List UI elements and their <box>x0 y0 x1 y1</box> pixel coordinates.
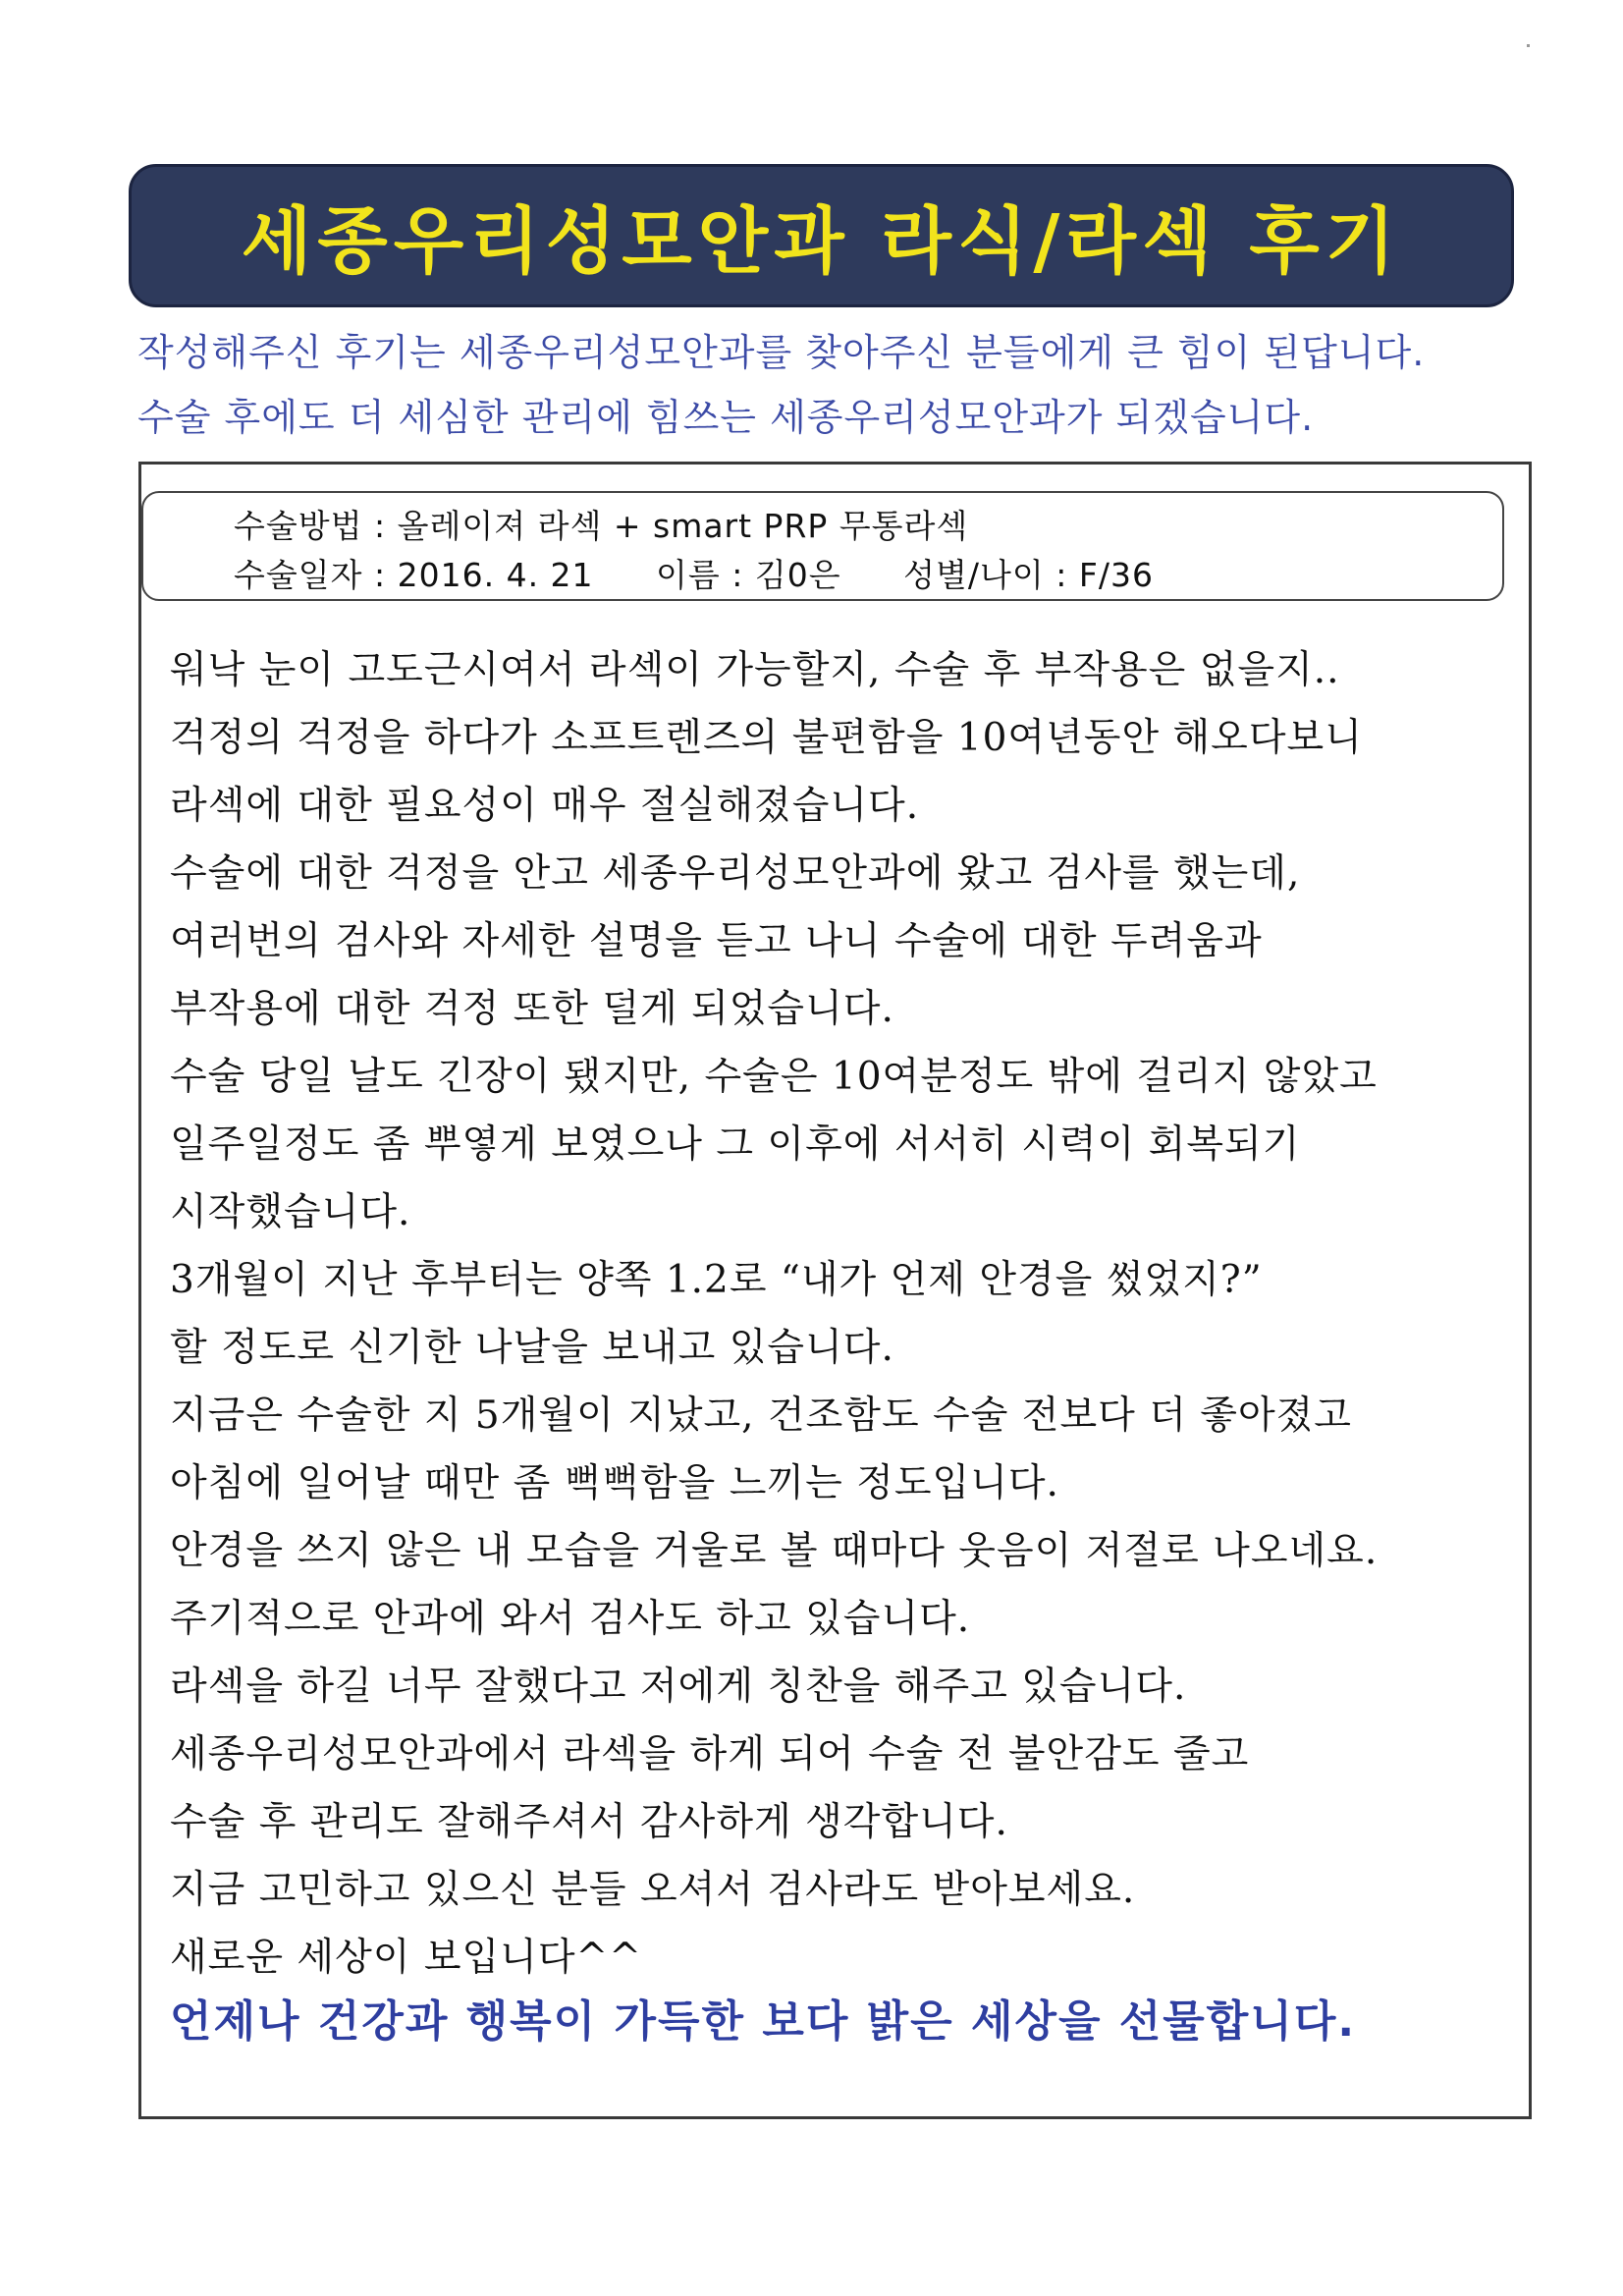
review-body <box>170 636 1515 1992</box>
patient-gender-age: 성별/나이 : F/36 <box>903 556 1154 594</box>
review-line: 수술 후 관리도 잘해주셔서 감사하게 생각합니다. <box>170 1800 1008 1844</box>
review-line: 새로운 세상이 보입니다^^ <box>170 1936 642 1980</box>
closing-slogan: 언제나 건강과 행복이 가득한 보다 밝은 세상을 선물합니다. <box>170 1996 1357 2047</box>
title-banner <box>129 164 1514 307</box>
review-line: 주기적으로 안과에 와서 검사도 하고 있습니다. <box>170 1597 971 1641</box>
review-line: 부작용에 대한 걱정 또한 덜게 되었습니다. <box>170 987 894 1031</box>
review-line: 할 정도로 신기한 나날을 보내고 있습니다. <box>170 1326 894 1370</box>
review-line: 수술에 대한 걱정을 안고 세종우리성모안과에 왔고 검사를 했는데, <box>170 851 1301 896</box>
intro-line: 작성해주신 후기는 세종우리성모안과를 찾아주신 분들에게 큰 힘이 된답니다. <box>137 331 1426 374</box>
review-line: 라섹을 하길 너무 잘했다고 저에게 칭찬을 해주고 있습니다. <box>170 1665 1187 1709</box>
surgery-method-row <box>234 501 968 547</box>
surgery-date: 수술일자 : 2016. 4. 21 <box>234 556 594 594</box>
review-line: 수술 당일 날도 긴장이 됐지만, 수술은 10여분정도 밖에 걸리지 않았고 <box>170 1055 1378 1099</box>
review-line: 라섹에 대한 필요성이 매우 절실해졌습니다. <box>170 784 920 828</box>
intro-line: 수술 후에도 더 세심한 관리에 힘쓰는 세종우리성모안과가 되겠습니다. <box>137 396 1315 439</box>
surgery-details-row <box>234 550 1154 596</box>
review-line: 일주일정도 좀 뿌옇게 보였으나 그 이후에 서서히 시력이 회복되기 <box>170 1122 1301 1167</box>
review-line: 지금은 수술한 지 5개월이 지났고, 건조함도 수술 전보다 더 좋아졌고 <box>170 1394 1352 1438</box>
review-line: 여러번의 검사와 자세한 설명을 듣고 나니 수술에 대한 두려움과 <box>170 919 1263 963</box>
surgery-method: 수술방법 : 올레이져 라섹 + smart PRP 무통라섹 <box>234 507 969 545</box>
review-line: 지금 고민하고 있으신 분들 오셔서 검사라도 받아보세요. <box>170 1868 1136 1912</box>
patient-name: 이름 : 김0은 <box>656 556 841 594</box>
review-line: 워낙 눈이 고도근시여서 라섹이 가능할지, 수술 후 부작용은 없을지.. <box>170 648 1340 692</box>
intro-text <box>137 320 1532 450</box>
review-line: 아침에 일어날 때만 좀 뻑뻑함을 느끼는 정도입니다. <box>170 1461 1059 1505</box>
review-line: 안경을 쓰지 않은 내 모습을 거울로 볼 때마다 웃음이 저절로 나오네요. <box>170 1529 1379 1573</box>
scan-dot <box>1527 44 1530 47</box>
surgery-info-box <box>141 491 1504 601</box>
review-line: 걱정의 걱정을 하다가 소프트렌즈의 불편함을 10여년동안 해오다보니 <box>170 716 1363 760</box>
review-line: 시작했습니다. <box>170 1190 411 1234</box>
page-title: 세종우리성모안과 라식/라섹 후기 <box>241 199 1402 284</box>
review-line: 세종우리성모안과에서 라섹을 하게 되어 수술 전 불안감도 줄고 <box>170 1732 1250 1777</box>
review-line: 3개월이 지난 후부터는 양쪽 1.2로 “내가 언제 안경을 썼었지?” <box>170 1258 1263 1302</box>
